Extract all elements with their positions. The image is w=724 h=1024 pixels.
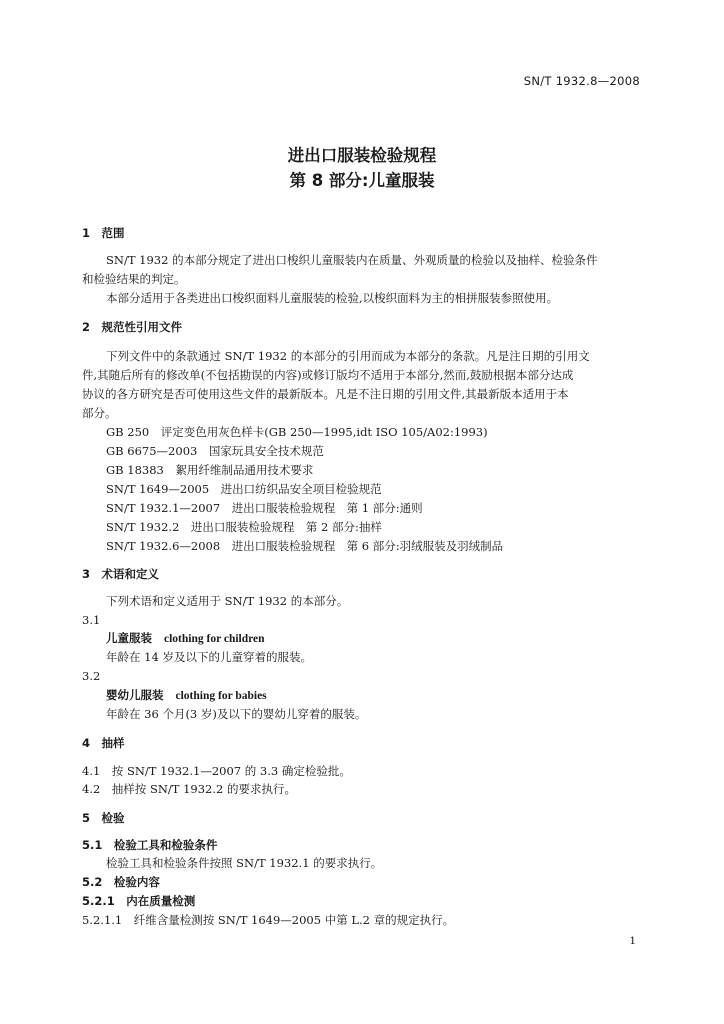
section-4-heading: 4 抽样 bbox=[82, 736, 125, 750]
section-2-para-line-1: 下列文件中的条款通过 SN/T 1932 的本部分的引用而成为本部分的条款。凡是注日期的引用文 bbox=[106, 349, 590, 363]
section-2-para-line-4: 部分。 bbox=[82, 406, 117, 420]
reference-item: SN/T 1932.2 进出口服装检验规程 第 2 部分:抽样 bbox=[106, 520, 382, 534]
term-3-2-cn: 婴幼儿服装 bbox=[106, 688, 164, 702]
reference-item: GB 250 评定变色用灰色样卡(GB 250—1995,idt ISO 105/A02:1993) bbox=[106, 425, 488, 439]
term-3-1-cn: 儿童服装 bbox=[106, 631, 152, 645]
reference-item: GB 18383 絮用纤维制品通用技术要求 bbox=[106, 463, 314, 477]
term-3-2-definition: 年龄在 36 个月(3 岁)及以下的婴幼儿穿着的服装。 bbox=[106, 707, 367, 721]
term-3-2-number: 3.2 bbox=[82, 669, 101, 683]
clause-4-1: 4.1 按 SN/T 1932.1—2007 的 3.3 确定检验批。 bbox=[82, 764, 351, 778]
document-title: 进出口服装检验规程 bbox=[287, 146, 437, 165]
page-number: 1 bbox=[629, 935, 636, 947]
clause-5-2-heading: 5.2 检验内容 bbox=[82, 875, 160, 889]
clause-4-2: 4.2 抽样按 SN/T 1932.2 的要求执行。 bbox=[82, 782, 296, 796]
section-1-para-1-line-1: SN/T 1932 的本部分规定了进出口梭织儿童服装内在质量、外观质量的检验以及抽样、检验条件 bbox=[106, 253, 598, 267]
section-2-para-line-2: 件,其随后所有的修改单(不包括勘误的内容)或修订版均不适用于本部分,然而,鼓励根据本部分达成 bbox=[82, 368, 574, 382]
term-3-2 bbox=[106, 688, 267, 703]
reference-item: GB 6675—2003 国家玩具安全技术规范 bbox=[106, 444, 324, 458]
term-3-1-number: 3.1 bbox=[82, 613, 101, 627]
section-1-para-2: 本部分适用于各类进出口梭织面料儿童服装的检验,以梭织面料为主的相拼服装参照使用。 bbox=[106, 291, 559, 305]
clause-5-2-1-1-text: 5.2.1.1 纤维含量检测按 SN/T 1649—2005 中第 L.2 章的规定执行。 bbox=[82, 913, 455, 927]
section-3-heading: 3 术语和定义 bbox=[82, 567, 160, 581]
clause-5-1-text: 检验工具和检验条件按照 SN/T 1932.1 的要求执行。 bbox=[106, 856, 383, 870]
section-3-intro: 下列术语和定义适用于 SN/T 1932 的本部分。 bbox=[106, 594, 349, 608]
section-2-para-line-3: 协议的各方研究是否可使用这些文件的最新版本。凡是不注日期的引用文件,其最新版本适用于本 bbox=[82, 387, 569, 401]
section-5-heading: 5 检验 bbox=[82, 811, 125, 825]
term-3-2-en: clothing for babies bbox=[175, 690, 267, 702]
reference-item: SN/T 1932.1—2007 进出口服装检验规程 第 1 部分:通则 bbox=[106, 501, 423, 515]
standard-code: SN/T 1932.8—2008 bbox=[523, 74, 640, 88]
section-2-heading: 2 规范性引用文件 bbox=[82, 320, 183, 334]
term-3-1-en: clothing for children bbox=[164, 633, 265, 645]
clause-5-2-1-heading: 5.2.1 内在质量检测 bbox=[82, 894, 196, 908]
clause-5-1-heading: 5.1 检验工具和检验条件 bbox=[82, 838, 218, 852]
term-3-1 bbox=[106, 631, 265, 646]
reference-item: SN/T 1649—2005 进出口纺织品安全项目检验规范 bbox=[106, 482, 382, 496]
document-subtitle: 第 8 部分:儿童服装 bbox=[289, 171, 435, 190]
section-1-para-1-line-2: 和检验结果的判定。 bbox=[82, 272, 186, 286]
reference-item: SN/T 1932.6—2008 进出口服装检验规程 第 6 部分:羽绒服装及羽绒制品 bbox=[106, 539, 504, 553]
section-1-heading: 1 范围 bbox=[82, 226, 125, 240]
term-3-1-definition: 年龄在 14 岁及以下的儿童穿着的服装。 bbox=[106, 650, 312, 664]
